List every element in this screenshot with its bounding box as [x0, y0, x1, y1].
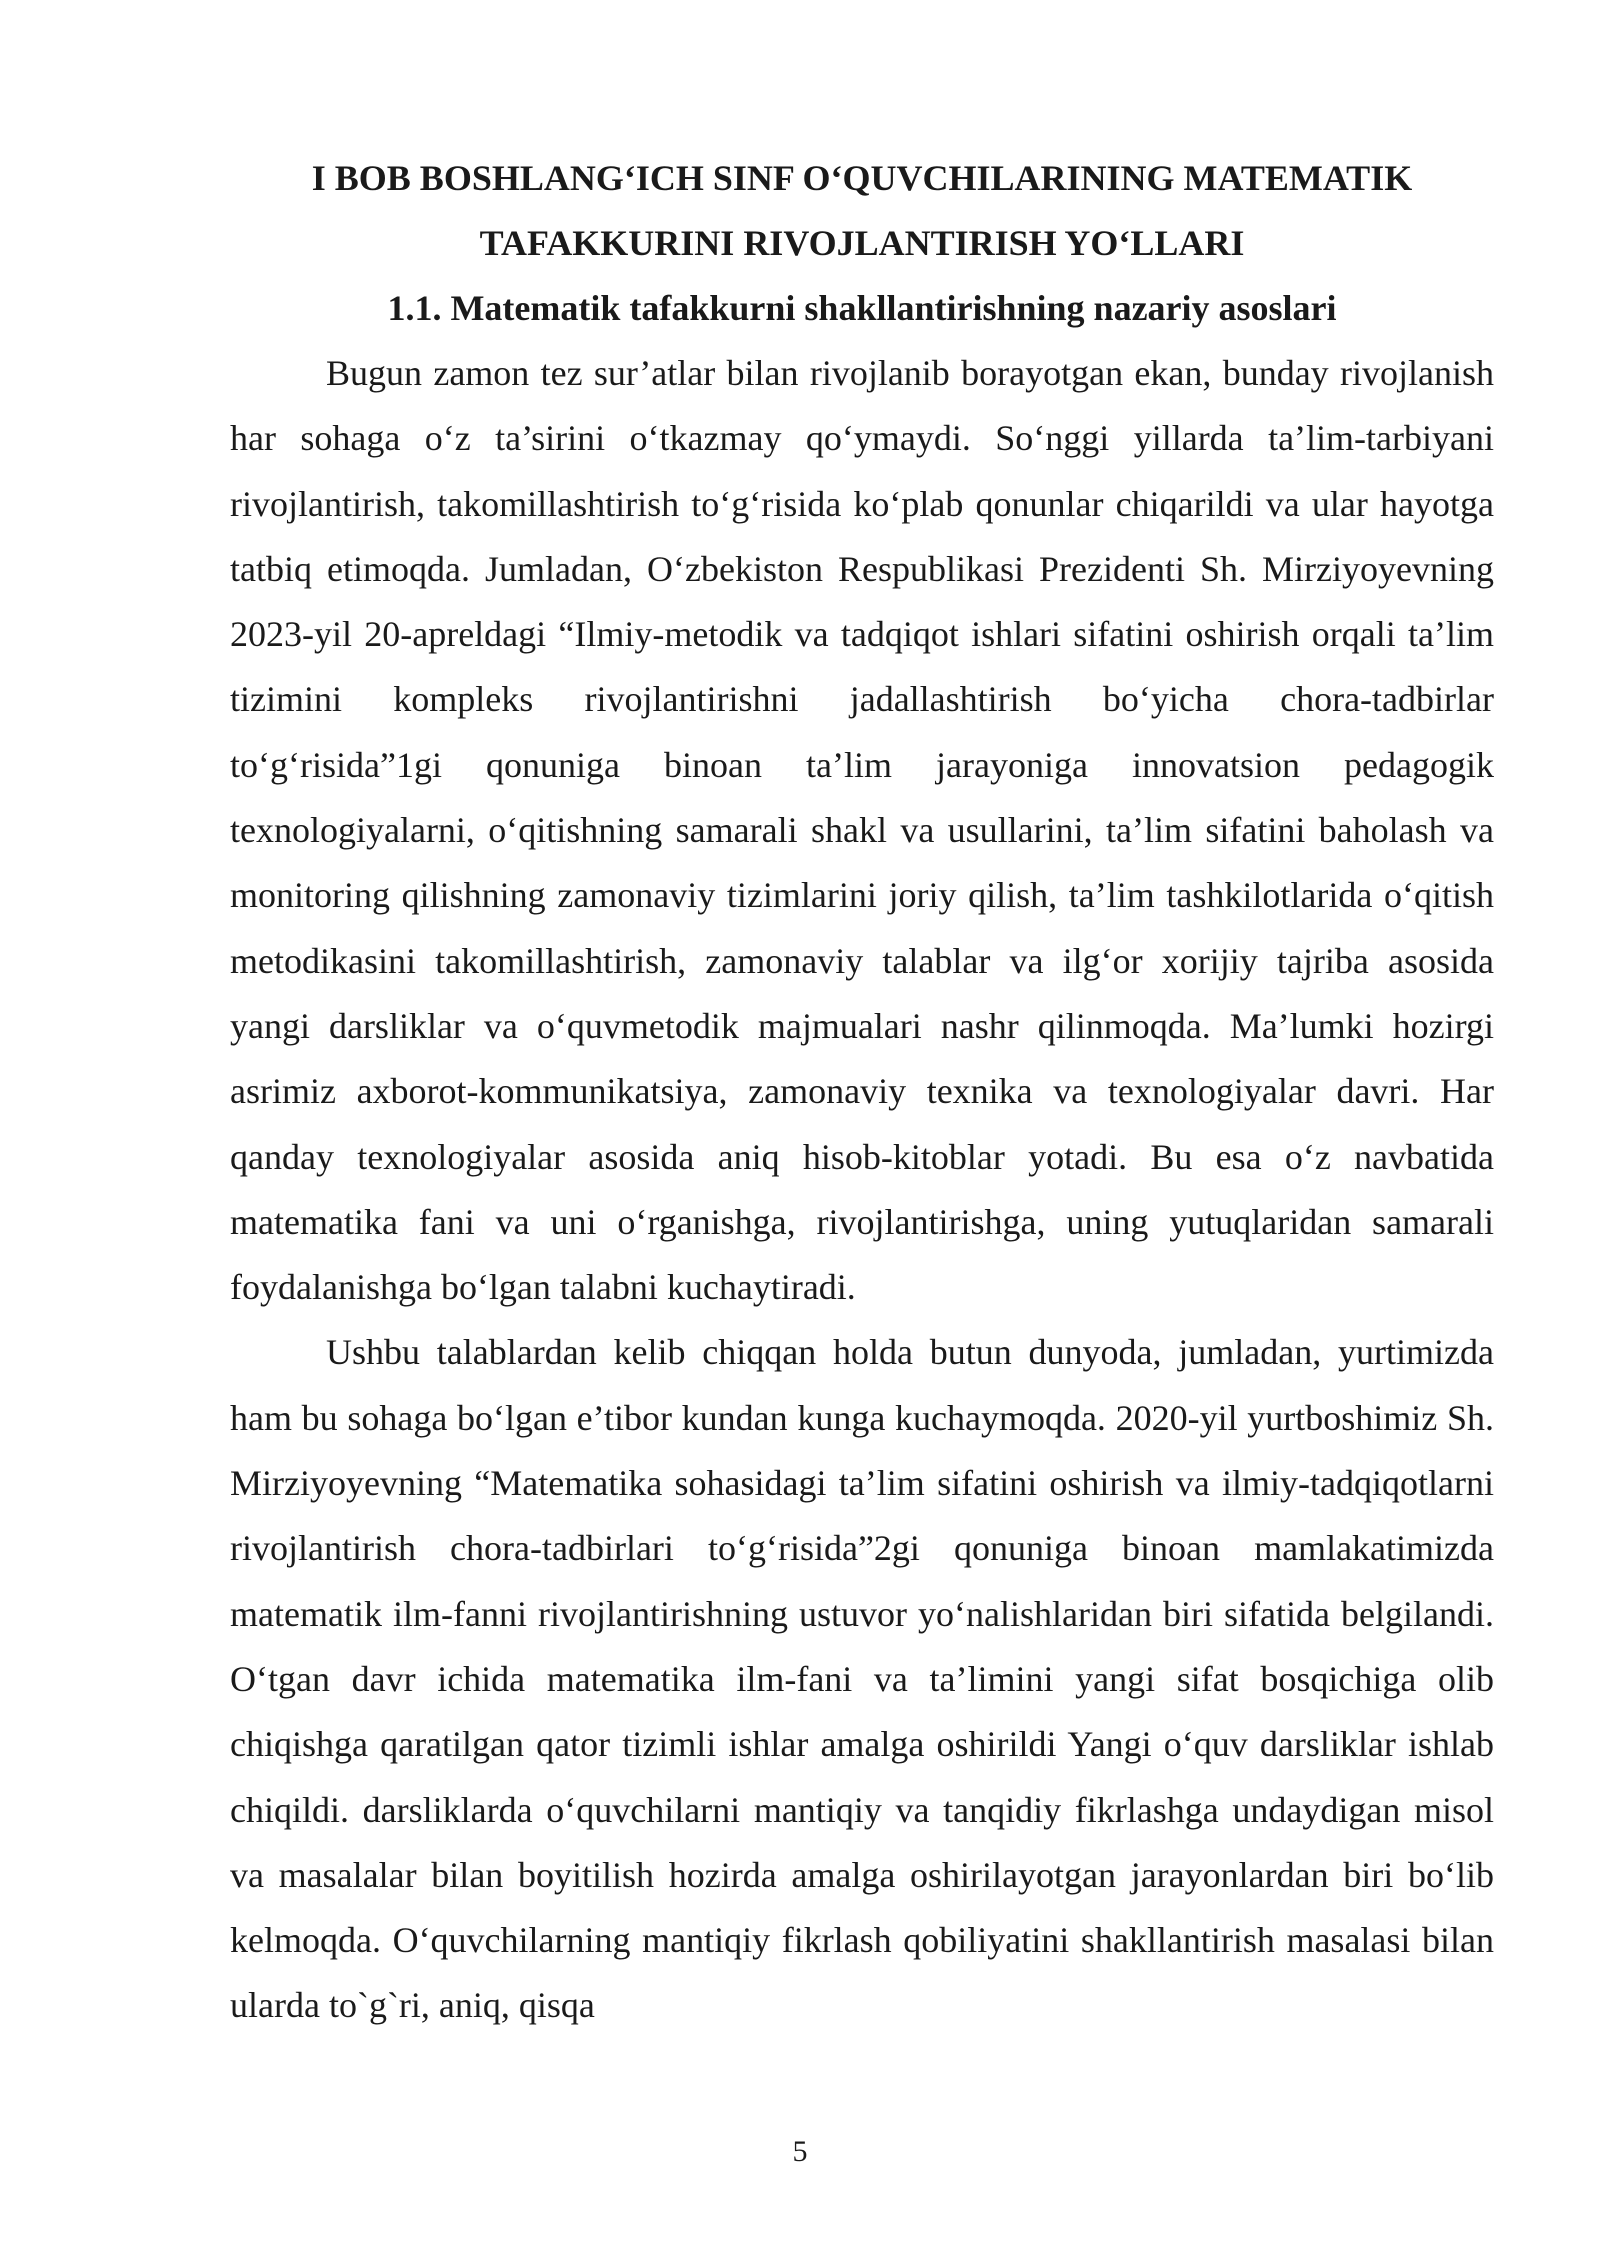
page-number: 5 — [792, 2135, 808, 2168]
chapter-title — [230, 146, 1494, 276]
chapter-title-line-1: I BOB BOSHLANG‘ICH SINF O‘QUVCHILARINING MATEMATIK — [311, 158, 1413, 198]
chapter-title-line-2: TAFAKKURINI RIVOJLANTIRISH YO‘LLARI — [479, 223, 1245, 263]
body-paragraph-2: Ushbu talablardan kelib chiqqan holda butun dunyoda, jumladan, yurtimizda ham bu sohaga bo‘lgan e’tibor kundan kunga kuchaymoqda. 2020-yil yurtboshimiz Sh. Mirziyoyevning “Matematika sohasidagi ta’lim sifatini oshirish va ilmiy-tadqiqotlarni rivojlantirish chora-tadbirlari to‘g‘risida”2gi qonuniga binoan mamlakatimizda matematik ilm-fanni rivojlantirishning ustuvor yo‘nalishlaridan biri sifatida belgilandi. O‘tgan davr ichida matematika ilm-fani va ta’limini yangi sifat bosqichiga olib chiqishga qaratilgan qator tizimli ishlar amalga oshirildi Yangi o‘quv darsliklar ishlab chiqildi. darsliklarda o‘quvchilarni mantiqiy va tanqidiy fikrlashga undaydigan misol va masalalar bilan boyitilish hozirda amalga oshirilayotgan jarayonlardan biri bo‘lib kelmoqda. O‘quvchilarning mantiqiy fikrlash qobiliyatini shakllantirish masalasi bilan ularda to`g`ri, aniq, qisqa — [230, 1332, 1494, 2026]
body-paragraph-1: Bugun zamon tez sur’atlar bilan rivojlanib borayotgan ekan, bunday rivojlanish har sohaga o‘z ta’sirini o‘tkazmay qo‘ymaydi. So‘nggi yillarda ta’lim-tarbiyani rivojlantirish, takomillashtirish to‘g‘risida ko‘plab qonunlar chiqarildi va ular hayotga tatbiq etimoqda. Jumladan, O‘zbekiston Respublikasi Prezidenti Sh. Mirziyoyevning 2023-yil 20-apreldagi “Ilmiy-metodik va tadqiqot ishlari sifatini oshirish orqali ta’lim tizimini kompleks rivojlantirishni jadallashtirish bo‘yicha chora-tadbirlar to‘g‘risida”1gi qonuniga binoan ta’lim jarayoniga innovatsion pedagogik texnologiyalarni, o‘qitishning samarali shakl va usullarini, ta’lim sifatini baholash va monitoring qilishning zamonaviy tizimlarini joriy qilish, ta’lim tashkilotlarida o‘qitish metodikasini takomillashtirish, zamonaviy talablar va ilg‘or xorijiy tajriba asosida yangi darsliklar va o‘quvmetodik majmualari nashr qilinmoqda. Ma’lumki hozirgi asrimiz axborot-kommunikatsiya, zamonaviy texnika va texnologiyalar davri. Har qanday texnologiyalar asosida aniq hisob-kitoblar yotadi. Bu esa o‘z navbatida matematika fani va uni o‘rganishga, rivojlantirishga, uning yutuqlaridan samarali foydalanishga bo‘lgan talabni kuchaytiradi. — [230, 353, 1494, 1308]
section-title: 1.1. Matematik tafakkurni shakllantirishning nazariy asoslari — [387, 288, 1337, 328]
document-page — [230, 146, 1494, 2039]
